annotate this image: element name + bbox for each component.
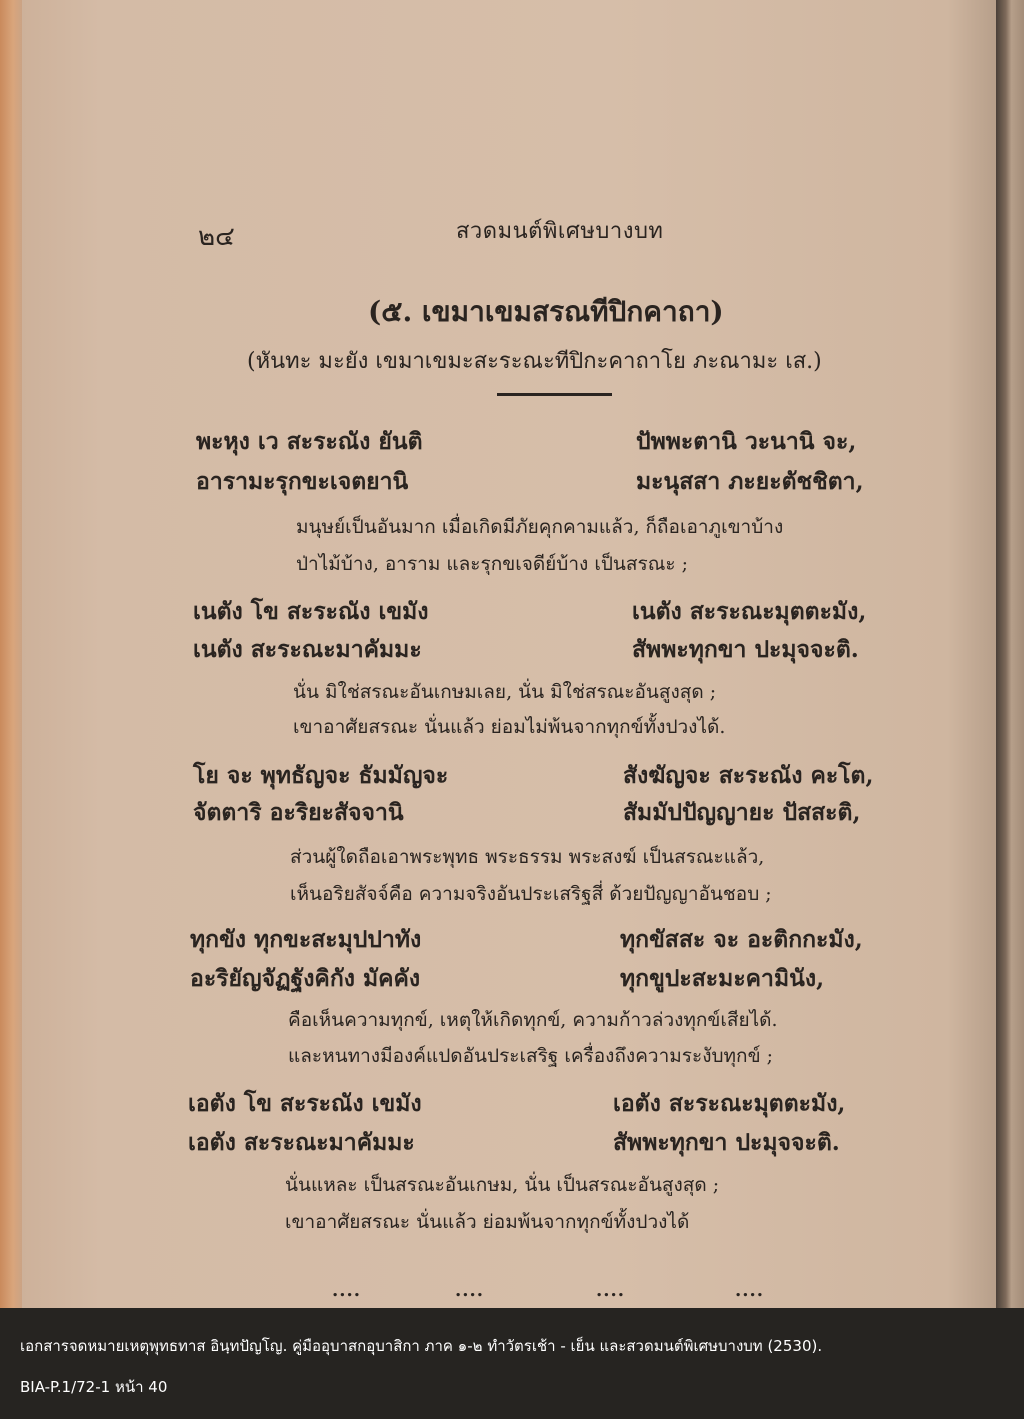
thai-translation-line: ส่วนผู้ใดถือเอาพระพุทธ พระธรรม พระสงฆ์ เป็นสรณะแล้ว, — [290, 846, 765, 868]
caption-bar — [0, 1308, 1024, 1419]
pali-line-left: อะริยัญจัฏฐังคิกัง มัคคัง — [190, 965, 421, 992]
end-mark: .... — [455, 1280, 485, 1301]
thai-translation-line: เห็นอริยสัจจ์คือ ความจริงอันประเสริฐสี่ ด้วยปัญญาอันชอบ ; — [290, 883, 772, 905]
pali-line-right: สัพพะทุกขา ปะมุจจะติ. — [613, 1129, 840, 1156]
pali-line-right: สังฆัญจะ สะระณัง คะโต, — [623, 762, 874, 789]
thai-translation-line: มนุษย์เป็นอันมาก เมื่อเกิดมีภัยคุกคามแล้ว, ก็ถือเอาภูเขาบ้าง — [296, 516, 784, 538]
pali-line-left: โย จะ พุทธัญจะ ธัมมัญจะ — [193, 762, 449, 789]
pali-line-left: ทุกขัง ทุกขะสะมุปปาทัง — [190, 926, 422, 953]
pali-line-right: เนตัง สะระณะมุตตะมัง, — [632, 598, 867, 625]
pali-line-right: สัมมัปปัญญายะ ปัสสะติ, — [623, 799, 861, 826]
pali-line-left: อารามะรุกขะเจตยานิ — [196, 468, 409, 495]
pali-line-right: ปัพพะตานิ วะนานิ จะ, — [636, 428, 857, 455]
end-mark: .... — [735, 1280, 765, 1301]
pali-line-right: ทุกขูปะสะมะคามินัง, — [620, 965, 825, 992]
pali-line-left: เนตัง สะระณะมาคัมมะ — [193, 636, 422, 663]
caption-reference: BIA-P.1/72-1 หน้า 40 — [20, 1378, 168, 1396]
section-subtitle: (หันทะ มะยัง เขมาเขมะสะระณะทีปิกะคาถาโย ภะณามะ เส.) — [247, 349, 822, 374]
thai-translation-line: นั่น มิใช่สรณะอันเกษมเลย, นั่น มิใช่สรณะอันสูงสุด ; — [293, 681, 717, 703]
pali-line-right: สัพพะทุกขา ปะมุจจะติ. — [632, 636, 859, 663]
pali-line-right: มะนุสสา ภะยะตัชชิตา, — [636, 468, 864, 495]
end-mark: .... — [332, 1280, 362, 1301]
thai-translation-line: เขาอาศัยสรณะ นั่นแล้ว ย่อมพ้นจากทุกข์ทั้งปวงได้ — [285, 1211, 690, 1233]
thai-translation-line: ป่าไม้บ้าง, อาราม และรุกขเจดีย์บ้าง เป็นสรณะ ; — [296, 553, 688, 575]
book-gutter — [996, 0, 1024, 1308]
thai-translation-line: นั่นแหละ เป็นสรณะอันเกษม, นั่น เป็นสรณะอันสูงสุด ; — [285, 1174, 720, 1196]
running-header: สวดมนต์พิเศษบางบท — [456, 219, 664, 244]
page-edge — [0, 0, 22, 1308]
pali-line-right: เอตัง สะระณะมุตตะมัง, — [613, 1090, 846, 1117]
title-divider — [497, 393, 612, 396]
caption-citation: เอกสารจดหมายเหตุพุทธทาส อินฺทปัญโญ. คู่มืออุบาสกอุบาสิกา ภาค ๑-๒ ทำวัตรเช้า - เย็น และสวดมนต์พิเศษบางบท (2530). — [20, 1337, 823, 1355]
pali-line-left: จัตตาริ อะริยะสัจจานิ — [193, 799, 404, 826]
pali-line-left: พะหุง เว สะระณัง ยันติ — [196, 428, 423, 455]
thai-translation-line: เขาอาศัยสรณะ นั่นแล้ว ย่อมไม่พ้นจากทุกข์ทั้งปวงได้. — [293, 716, 726, 738]
pali-line-left: เอตัง โข สะระณัง เขมัง — [188, 1090, 422, 1117]
section-title: (๕. เขมาเขมสรณทีปิกคาถา) — [368, 295, 724, 328]
end-mark: .... — [596, 1280, 626, 1301]
page-number: ๒๔ — [198, 222, 235, 252]
thai-translation-line: และหนทางมีองค์แปดอันประเสริฐ เครื่องถึงความระงับทุกข์ ; — [288, 1045, 773, 1067]
pali-line-right: ทุกขัสสะ จะ อะติกกะมัง, — [620, 926, 863, 953]
pali-line-left: เอตัง สะระณะมาคัมมะ — [188, 1129, 415, 1156]
thai-translation-line: คือเห็นความทุกข์, เหตุให้เกิดทุกข์, ความก้าวล่วงทุกข์เสียได้. — [288, 1009, 778, 1031]
pali-line-left: เนตัง โข สะระณัง เขมัง — [193, 598, 429, 625]
